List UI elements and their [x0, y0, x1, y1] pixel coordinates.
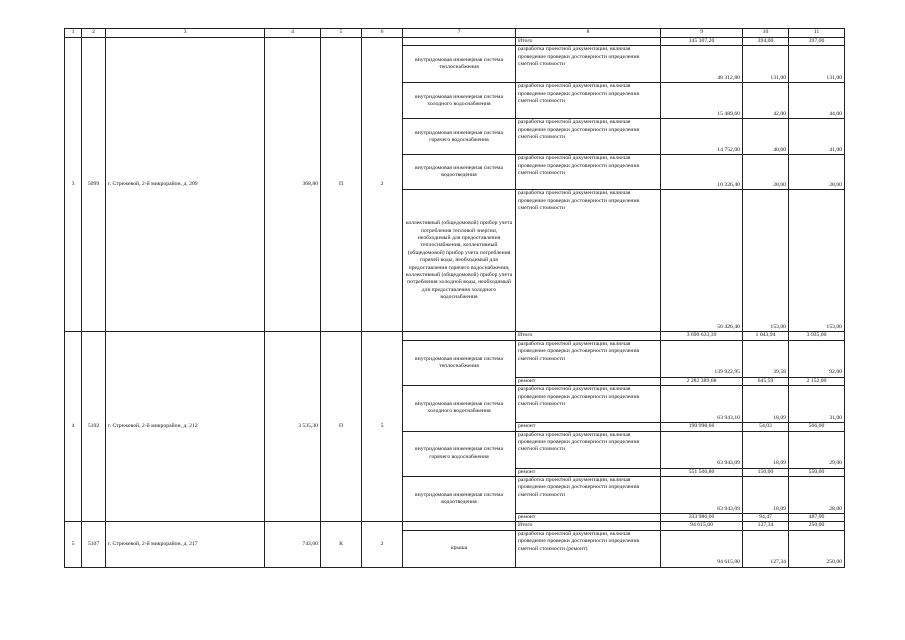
cost: 63 943,09: [661, 431, 743, 468]
work-type: ремонт: [516, 423, 661, 431]
table-row: [65, 522, 845, 530]
total-label: Итого: [516, 332, 661, 340]
cost: 56 426,40: [661, 190, 743, 332]
object-code: 5102: [82, 332, 106, 522]
object-type: П: [321, 332, 362, 522]
row-number: 5: [65, 522, 82, 567]
work-type: ремонт: [516, 377, 661, 385]
object-count: 5: [362, 332, 403, 522]
total-label: Итого: [516, 38, 661, 46]
unit-cost: 153,00: [743, 190, 789, 332]
total-limit: 250,00: [789, 522, 845, 530]
limit: 566,00: [789, 423, 845, 431]
object-address: г. Стрежевой, 2-й микрорайон, д. 212: [106, 332, 265, 522]
cost: 15 489,60: [661, 83, 743, 119]
unit-cost: 28,00: [743, 155, 789, 190]
work-type: разработка проектной документации, включая проведение проверки достоверности определения сметной стоимости: [516, 431, 661, 468]
empty-cell: [403, 522, 516, 530]
total-unit-cost: 394,00: [743, 38, 789, 46]
unit-cost: 18,09: [743, 431, 789, 468]
unit-cost: 39,58: [743, 340, 789, 377]
cost: 10 326,40: [661, 155, 743, 190]
empty-cell: [403, 332, 516, 340]
capital-repair-table: [64, 28, 845, 568]
limit: 153,00: [789, 190, 845, 332]
system-name: внутридомовая инженерная система холодного водоснабжения: [403, 83, 516, 119]
cost: 551 506,80: [661, 468, 743, 476]
limit: 2 152,00: [789, 377, 845, 385]
system-name: внутридомовая инженерная система теплоснабжения: [403, 46, 516, 83]
total-cost: 94 615,00: [661, 522, 743, 530]
object-address: г. Стрежевой, 2-й микрорайон, д. 217: [106, 522, 265, 567]
limit: 487,00: [789, 514, 845, 522]
work-type: разработка проектной документации, включая проведение проверки достоверности определения сметной стоимости: [516, 46, 661, 83]
cost: 2 282 389,68: [661, 377, 743, 385]
system-name: внутридомовая инженерная система горячего водоснабжения: [403, 431, 516, 476]
row-number: 4: [65, 332, 82, 522]
col-header: 9: [661, 29, 743, 38]
col-header: 11: [789, 29, 845, 38]
work-type: разработка проектной документации, включая проведение проверки достоверности определения сметной стоимости (ремонт): [516, 530, 661, 567]
unit-cost: 40,00: [743, 119, 789, 155]
limit: 41,00: [789, 119, 845, 155]
unit-cost: 94,47: [743, 514, 789, 522]
unit-cost: 131,00: [743, 46, 789, 83]
system-name: внутридомовая инженерная система горячего водоснабжения: [403, 119, 516, 155]
col-header: 8: [516, 29, 661, 38]
cost: 63 943,09: [661, 477, 743, 514]
col-header: 10: [743, 29, 789, 38]
limit: 31,00: [789, 386, 845, 423]
object-code: 5099: [82, 38, 106, 332]
work-type: разработка проектной документации, включая проведение проверки достоверности определения сметной стоимости: [516, 119, 661, 155]
object-area: 3 535,30: [265, 332, 321, 522]
col-header: 5: [321, 29, 362, 38]
cost: 63 943,10: [661, 386, 743, 423]
limit: 28,00: [789, 477, 845, 514]
system-name: внутридомовая инженерная система водоотведения: [403, 477, 516, 522]
empty-cell: [403, 38, 516, 46]
system-name: внутридомовая инженерная система теплоснабжения: [403, 340, 516, 385]
limit: 250,00: [789, 530, 845, 567]
cost: 14 752,00: [661, 119, 743, 155]
work-type: разработка проектной документации, включая проведение проверки достоверности определения сметной стоимости: [516, 340, 661, 377]
work-type: ремонт: [516, 468, 661, 476]
system-name: внутридомовая инженерная система водоотведения: [403, 155, 516, 190]
system-name: коллективный (общедомовой) прибор учета потребления тепловой энергии, необходимый для предоставления теплоснабжения, коллективный (общедомовой) прибор учета потребления горячей воды, необходимый для предоставления горячего водоснабжения, коллективный (общедомовой) прибор учета потребления холодной воды, необходимый для предоставления холодного водоснабжения: [403, 190, 516, 332]
cost: 94 615,00: [661, 530, 743, 567]
object-type: К: [321, 522, 362, 567]
col-header: 1: [65, 29, 82, 38]
limit: 550,00: [789, 468, 845, 476]
unit-cost: 127,34: [743, 530, 789, 567]
col-header: 7: [403, 29, 516, 38]
total-label: Итого: [516, 522, 661, 530]
work-type: разработка проектной документации, включая проведение проверки достоверности определения сметной стоимости: [516, 155, 661, 190]
table-row: [65, 332, 845, 340]
work-type: ремонт: [516, 514, 661, 522]
total-unit-cost: 127,34: [743, 522, 789, 530]
unit-cost: 42,00: [743, 83, 789, 119]
limit: 131,00: [789, 46, 845, 83]
system-name: внутридомовая инженерная система холодного водоснабжения: [403, 386, 516, 431]
column-number-row: [65, 29, 845, 38]
unit-cost: 156,00: [743, 468, 789, 476]
system-name: крыша: [403, 530, 516, 567]
object-area: 743,00: [265, 522, 321, 567]
object-area: 368,80: [265, 38, 321, 332]
work-type: разработка проектной документации, включая проведение проверки достоверности определения сметной стоимости: [516, 386, 661, 423]
work-type: разработка проектной документации, включая проведение проверки достоверности определения сметной стоимости: [516, 477, 661, 514]
total-limit: 397,00: [789, 38, 845, 46]
cost: 48 312,80: [661, 46, 743, 83]
col-header: 4: [265, 29, 321, 38]
total-limit: 3 935,00: [789, 332, 845, 340]
cost: 333 986,00: [661, 514, 743, 522]
col-header: 6: [362, 29, 403, 38]
total-cost: 3 690 633,39: [661, 332, 743, 340]
object-count: 2: [362, 522, 403, 567]
total-cost: 145 307,20: [661, 38, 743, 46]
unit-cost: 18,09: [743, 477, 789, 514]
unit-cost: 645,59: [743, 377, 789, 385]
total-unit-cost: 1 043,94: [743, 332, 789, 340]
row-number: 3: [65, 38, 82, 332]
unit-cost: 18,09: [743, 386, 789, 423]
work-type: разработка проектной документации, включая проведение проверки достоверности определения сметной стоимости: [516, 83, 661, 119]
table-row: [65, 38, 845, 46]
object-type: П: [321, 38, 362, 332]
limit: 28,00: [789, 155, 845, 190]
col-header: 3: [106, 29, 265, 38]
work-type: разработка проектной документации, включая проведение проверки достоверности определения сметной стоимости: [516, 190, 661, 332]
unit-cost: 54,03: [743, 423, 789, 431]
limit: 44,00: [789, 83, 845, 119]
cost: 139 922,95: [661, 340, 743, 377]
object-address: г. Стрежевой, 2-й микрорайон, д. 209: [106, 38, 265, 332]
cost: 190 998,66: [661, 423, 743, 431]
object-code: 5107: [82, 522, 106, 567]
limit: 92,00: [789, 340, 845, 377]
col-header: 2: [82, 29, 106, 38]
object-count: 2: [362, 38, 403, 332]
limit: 29,00: [789, 431, 845, 468]
